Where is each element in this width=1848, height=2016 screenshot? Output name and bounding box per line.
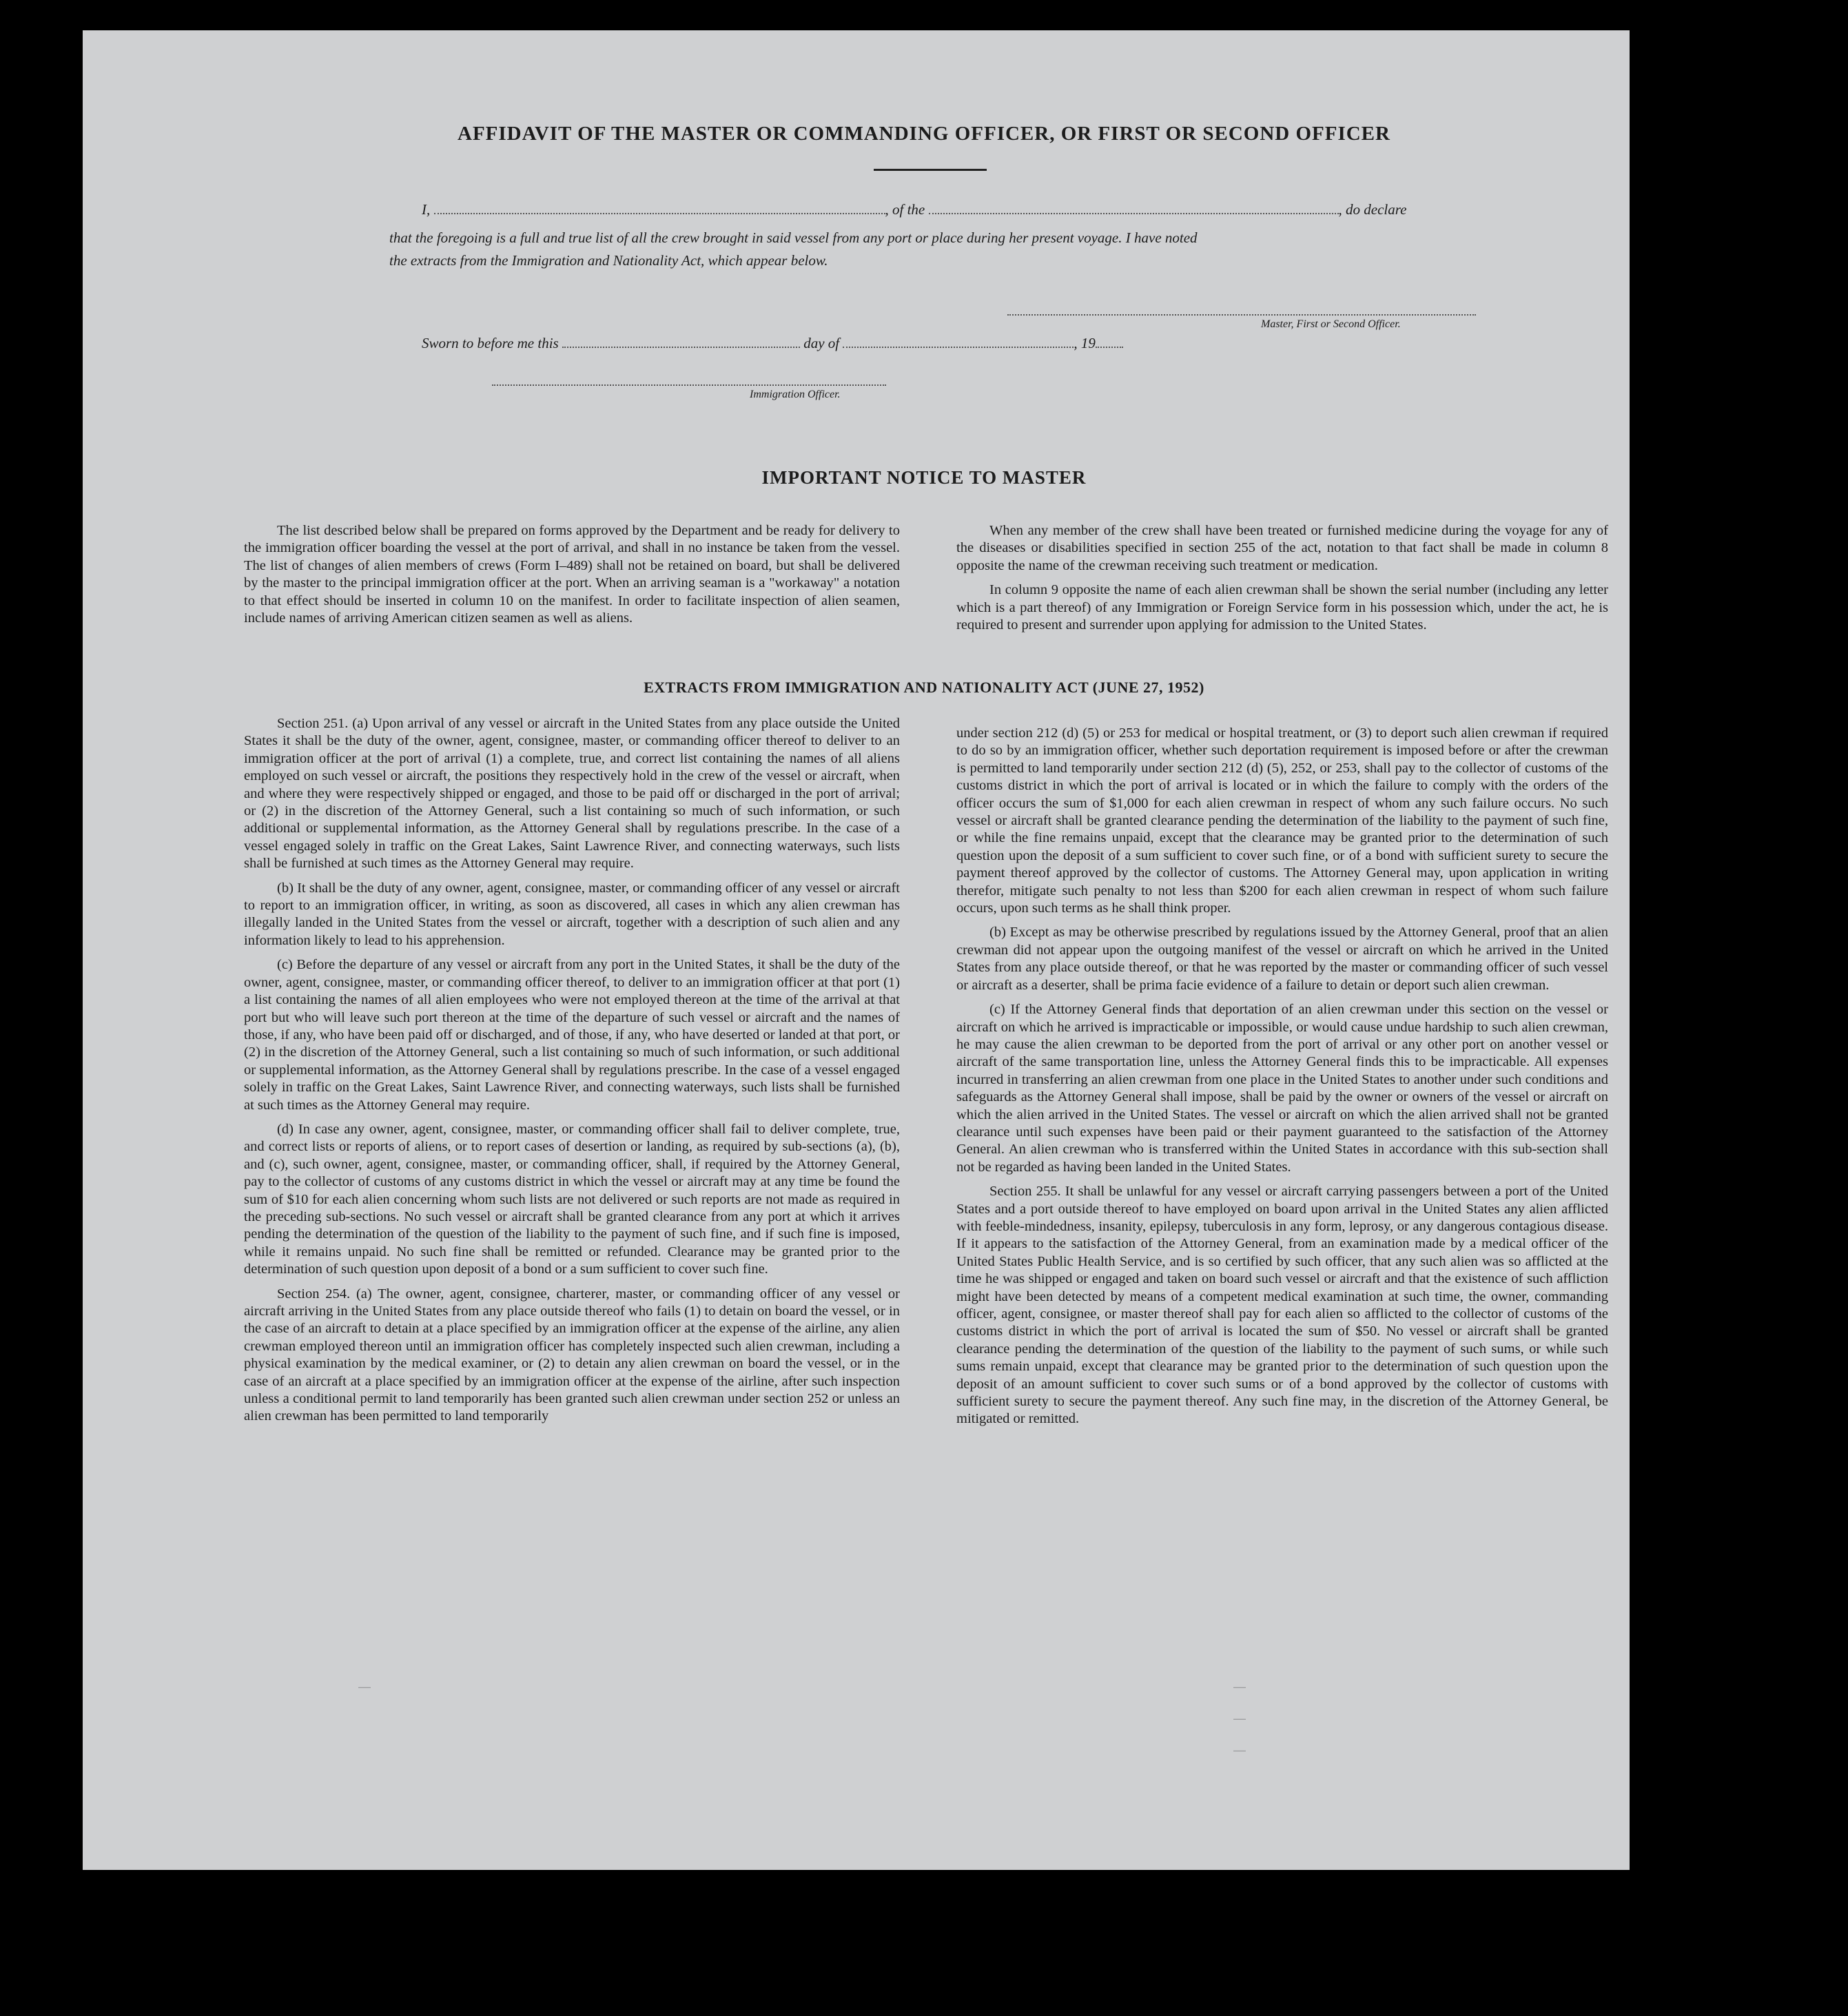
extracts-right-column: [956, 725, 1608, 1435]
punch-hole: [1699, 608, 1728, 637]
day-of-label: day of: [803, 335, 840, 351]
punch-hole: [1699, 1633, 1728, 1662]
declaration-line: [422, 201, 1472, 218]
year-label: , 19: [1074, 335, 1096, 351]
affidavit-title: AFFIDAVIT OF THE MASTER OR COMMANDING OFFICER, OR FIRST OR SECOND OFFICER: [458, 123, 1390, 145]
declaration-text-3: the extracts from the Immigration and Nationality Act, which appear below.: [389, 252, 828, 269]
punch-hole: [1699, 1347, 1728, 1376]
master-signature-field[interactable]: [1007, 314, 1476, 316]
section-251d: (d) In case any owner, agent, consignee, master, or commanding officer shall fail to deliver complete, true, and correct lists or reports of aliens, or to report cases of desertion or landing, as required by sub-sections (a), (b), and (c), such owner, agent, consignee, master, or commanding officer, shall, if required by the Attorney General, pay to the collector of customs of any customs district in which the vessel or aircraft may at any time be found the sum of $10 for each alien concerning whom such lists are not delivered or such reports are not made as required in the preceding sub-sections. No such vessel or aircraft shall be granted clearance from any port at which it arrives pending the determination of the question of the liability to the payment of such fine, and if such fine is imposed, while it remains unpaid. No such fine shall be remitted or refunded. Clearance may be granted prior to the determination of such question upon deposit of a bond or a sum sufficient to cover such fine.: [244, 1121, 900, 1277]
section-254c: (c) If the Attorney General finds that deportation of an alien crewman under this section on the vessel or aircraft on which he arrived is impracticable or impossible, or would cause undue hardship to such alien crewman, he may cause the alien crewman to be deported from the port of arrival or any other port on another vessel or aircraft of the same transportation line, unless the Attorney General finds this to be impracticable. All expenses incurred in transferring an alien crewman from one place in the United States to another under such conditions and safeguards as the Attorney General shall impose, shall be paid by the owner or owners of the vessel or aircraft on which the alien arrived in the United States. The vessel or aircraft on which the alien arrived shall not be granted clearance until such expenses have been paid or their payment guaranteed to the satisfaction of the Attorney General. An alien crewman who is transferred within the United States in accordance with this sub-section shall not be regarded as having been landed in the United States.: [956, 1002, 1608, 1175]
notice-title: IMPORTANT NOTICE TO MASTER: [761, 467, 1087, 488]
officer-signature-field[interactable]: [492, 384, 886, 386]
officer-caption: Immigration Officer.: [750, 389, 841, 400]
bleed-through-mark: —: [1233, 1711, 1246, 1725]
notice-left-column: [244, 522, 900, 634]
section-251a: Section 251. (a) Upon arrival of any vessel or aircraft in the United States from any place outside the United States it shall be the duty of the owner, agent, consignee, master, or commanding officer thereof to deliver to an immigration officer at the port of arrival (1) a complete, true, and correct list containing the names of all aliens employed on such vessel or aircraft, the positions they respectively hold in the crew of the vessel or aircraft, when and where they were respectively shipped or engaged, and those to be paid off or discharged in the port of arrival; or (2) in the discretion of the Attorney General, such a list containing so much of such information, or such additional or supplemental information, as the Attorney General shall by regulations prescribe. In the case of a vessel engaged solely in traffic on the Great Lakes, Saint Lawrence River, and connecting waterways, such lists shall be furnished at such times as the Attorney General may require.: [244, 716, 900, 872]
section-254b: (b) Except as may be otherwise prescribed by regulations issued by the Attorney General, proof that an alien crewman did not appear upon the outgoing manifest of the vessel or aircraft on which he arrived in the United States from any place outside thereof, or that he was reported by the master or commanding officer of such vessel or aircraft as a deserter, shall be prima facie evidence of a failure to detain or deport such alien crewman.: [956, 925, 1608, 993]
sworn-line: [422, 335, 1455, 352]
punch-hole: [1699, 316, 1728, 344]
section-251b: (b) It shall be the duty of any owner, agent, consignee, master, or commanding officer of any vessel or aircraft to report to an immigration officer, in writing, as soon as discovered, all cases in which any alien crewman has illegally landed in the United States from the vessel or aircraft, together with a description of such alien and any information likely to lead to his apprehension.: [244, 880, 900, 948]
of-the-label: , of the: [885, 201, 925, 218]
extracts-left-column: [244, 715, 900, 1432]
punch-hole: [1699, 704, 1728, 733]
section-254a: Section 254. (a) The owner, agent, consignee, charterer, master, or commanding officer of any vessel or aircraft arriving in the United States from any place outside thereof who fails (1) to detain on board the vessel, or in the case of an aircraft to detain at a place specified by an immigration officer at the expense of the airline, any alien crewman employed thereon until an immigration officer has completely inspected such alien crewman, including a physical examination by the medical examiner, or (2) to detain any alien crewman on board the vessel, or in the case of an aircraft at a place specified by an immigration officer at the expense of the airline, after such inspection unless a conditional permit to land temporarily has been granted such alien crewman under section 252 or unless an alien crewman has been permitted to land temporarily: [244, 1286, 900, 1424]
bleed-through-mark: —: [1233, 1680, 1246, 1694]
sworn-year-field[interactable]: [1096, 336, 1123, 348]
notice-right-column: [956, 522, 1608, 641]
bleed-through-mark: —: [358, 1680, 371, 1694]
title-rule: [874, 169, 987, 171]
notice-paragraph: In column 9 opposite the name of each alien crewman shall be shown the serial number (including any letter which is a part thereof) of any Immigration or Foreign Service form in his possession which, under the act, he is required to present and surrender upon applying for admission to the United States.: [956, 582, 1608, 633]
notice-paragraph: When any member of the crew shall have been treated or furnished medicine during the voyage for any of the diseases or disabilities specified in section 255 of the act, notation to that fact shall be made in column 8 opposite the name of the crewman receiving such treatment or medication.: [956, 523, 1608, 573]
bleed-through-mark: —: [1233, 1743, 1246, 1757]
punch-hole: [1699, 1726, 1728, 1755]
extracts-title: EXTRACTS FROM IMMIGRATION AND NATIONALITY ACT (JUNE 27, 1952): [644, 679, 1204, 696]
vessel-name-field[interactable]: [929, 202, 1339, 214]
master-caption: Master, First or Second Officer.: [1261, 318, 1401, 330]
section-254a-continued: under section 212 (d) (5) or 253 for medical or hospital treatment, or (3) to deport such alien crewman if required to do so by an immigration officer, whether such deportation requirement is imposed before or after the crewman is permitted to land temporarily under section 212 (d) (5), 252, or 253, shall pay to the collector of customs of the customs district in which the port of arrival is located or in which the failure to comply with the orders of the officer occurs the sum of $1,000 for each alien crewman in respect of whom any such failure occurs. No such vessel or aircraft shall be granted clearance pending the determination of the liability to the payment of such fine, or while the fine remains unpaid, except that the clearance may be granted prior to the determination of such question upon the deposit of a sum sufficient to cover such fine, or of a bond with sufficient surety to secure the payment thereof approved by the collector of customs. The Attorney General may, upon application in writing therefor, mitigate such penalty to not less than $200 for each alien crewman in respect of whom such failure occurs, upon such terms as he shall think proper.: [956, 726, 1608, 916]
notice-paragraph: The list described below shall be prepared on forms approved by the Department and be ready for delivery to the immigration officer boarding the vessel at the port of arrival, and shall in no instance be taken from the vessel. The list of changes of alien members of crews (Form I–489) shall not be retained on board, but shall be delivered by the master to the principal immigration officer at the port. When an arriving seaman is a "workaway" a notation to that effect should be inserted in column 10 on the manifest. In order to facilitate inspection of alien seamen, include names of arriving American citizen seamen as well as aliens.: [244, 523, 900, 626]
sworn-month-field[interactable]: [843, 336, 1074, 348]
section-255: Section 255. It shall be unlawful for any vessel or aircraft carrying passengers between a port of the United States and a port outside thereof to have employed on board upon arrival in the United States any alien afflicted with feeble-mindedness, insanity, epilepsy, tuberculosis in any form, leprosy, or any dangerous contagious disease. If it appears to the satisfaction of the Attorney General, from an examination made by a medical officer of the United States Public Health Service, and is so certified by such officer, that any such alien was so afflicted at the time he was shipped or engaged and taken on board such vessel or aircraft and that the existence of such affliction might have been detected by means of a competent medical examination at such time, the owner, commanding officer, agent, consignee, or master thereof shall pay for each alien so afflicted to the collector of customs of the customs district in which the port of arrival is located the sum of $50. No vessel or aircraft shall be granted clearance pending the determination of the question of the liability to the payment of such sums, or while such sums remain unpaid, except that clearance may be granted prior to the determination of such question upon the deposit of an amount sufficient to cover such sums or of a bond approved by the collector of customs with sufficient surety to secure the payment thereof. Any such fine may, in the discretion of the Attorney General, be mitigated or remitted.: [956, 1184, 1608, 1427]
sworn-day-field[interactable]: [562, 336, 800, 348]
declarant-name-field[interactable]: [434, 202, 885, 214]
sworn-label: Sworn to before me this: [422, 335, 559, 351]
declaration-text-2: that the foregoing is a full and true list of all the crew brought in said vessel from any port or place during her present voyage. I have noted: [389, 229, 1198, 246]
section-251c: (c) Before the departure of any vessel or aircraft from any port in the United States, it shall be the duty of the owner, agent, consignee, master, or commanding officer thereof, to deliver to an immigration officer at that port (1) a list containing the names of all alien employees who were not employed thereon at the time of the arrival at that port but who will leave such port thereon at the time of the departure of such vessel or aircraft and the names of those, if any, who have been paid off or discharged, and of those, if any, who have deserted or landed at that port, or (2) in the discretion of the Attorney General, such a list containing so much of such information, or such additional or supplemental information, as the Attorney General shall by regulations prescribe. In the case of a vessel engaged solely in traffic on the Great Lakes, Saint Lawrence River, and connecting waterways, such lists shall be furnished at such times as the Attorney General may require.: [244, 957, 900, 1113]
declare-label: , do declare: [1338, 201, 1407, 218]
punch-hole: [1699, 219, 1728, 248]
punch-hole: [1699, 1251, 1728, 1280]
declarant-label: I,: [422, 201, 431, 218]
